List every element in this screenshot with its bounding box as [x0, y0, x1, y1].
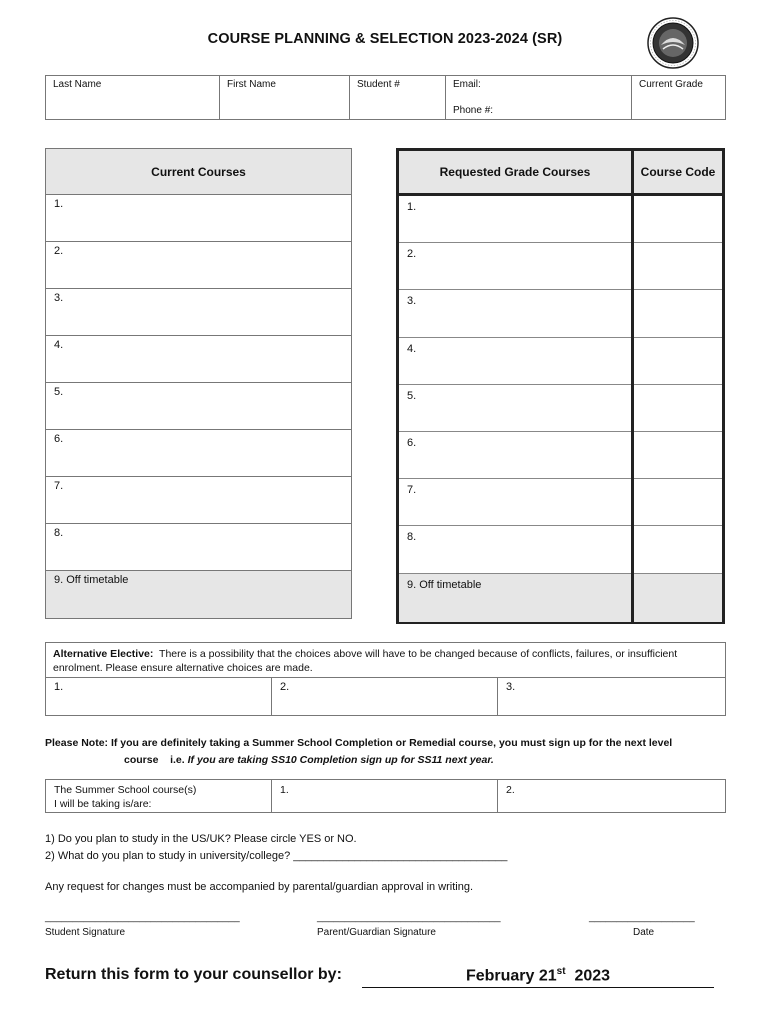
current-course-row[interactable]: 3. [46, 289, 351, 336]
student-signature-line[interactable]: ___________________________________ [45, 912, 240, 923]
current-course-row[interactable]: 7. [46, 477, 351, 524]
course-code-cell[interactable] [634, 196, 722, 243]
alternative-elective-label: Alternative Elective: [53, 648, 154, 660]
school-crest-icon [647, 17, 699, 69]
requested-course-row[interactable]: 2. [399, 243, 631, 290]
course-code-cell[interactable] [634, 432, 722, 479]
requested-course-row-off-timetable[interactable]: 9. Off timetable [399, 574, 631, 622]
course-code-cell[interactable] [634, 385, 722, 432]
course-code-cell-off-timetable[interactable] [634, 574, 722, 622]
requested-course-row[interactable]: 4. [399, 338, 631, 385]
page-title: COURSE PLANNING & SELECTION 2023-2024 (SR) [207, 31, 563, 47]
alternative-elective-text [46, 643, 725, 678]
current-course-row[interactable]: 6. [46, 430, 351, 477]
student-number-label: Student # [357, 79, 400, 90]
last-name-label: Last Name [53, 79, 102, 90]
summer-school-note-line2 [124, 754, 494, 766]
alternative-choice-cell[interactable]: 1. [46, 678, 272, 715]
email-label: Email: [453, 79, 481, 90]
alternative-choice-cell[interactable]: 3. [506, 681, 516, 693]
summer-school-choice-cell[interactable]: 1. [272, 780, 498, 812]
question-study-abroad[interactable]: 1) Do you plan to study in the US/UK? Please circle YES or NO. [45, 833, 357, 845]
question-study-program[interactable]: 2) What do you plan to study in university/college? ___________________________________ [45, 850, 508, 862]
return-date-main: February 21 [465, 967, 557, 985]
phone-label: Phone #: [453, 105, 494, 116]
note-line2-example: If you are taking SS10 Completion sign up for SS11 next year. [187, 754, 494, 766]
current-course-row[interactable]: 5. [46, 383, 351, 430]
alternative-choice-cell[interactable]: 2. [272, 678, 498, 715]
last-name-field[interactable] [46, 76, 220, 120]
alternative-choices-row [46, 678, 725, 715]
course-code-cell[interactable] [634, 479, 722, 526]
requested-course-row[interactable]: 6. [399, 432, 631, 479]
course-code-header: Course Code [634, 151, 722, 196]
current-course-row[interactable]: 2. [46, 242, 351, 289]
first-name-label: First Name [227, 79, 276, 90]
note-line2-prefix: course i.e. [124, 754, 188, 766]
current-courses-table [45, 148, 352, 619]
course-code-cell[interactable] [634, 338, 722, 385]
first-name-field[interactable] [220, 76, 350, 120]
return-instruction: Return this form to your counsellor by: [45, 966, 342, 983]
summer-school-label [46, 780, 272, 812]
requested-course-row[interactable]: 7. [399, 479, 631, 526]
return-date-suffix: st [556, 966, 566, 977]
current-grade-field[interactable] [632, 76, 726, 120]
summer-school-table [45, 779, 726, 813]
course-code-cell[interactable] [634, 290, 722, 337]
summer-school-note-line1: Please Note: If you are definitely taking a Summer School Completion or Remedial course, you must sign up for the next level [45, 737, 673, 749]
requested-course-row[interactable]: 1. [399, 196, 631, 243]
course-code-cell[interactable] [634, 526, 722, 573]
current-course-row[interactable]: 4. [46, 336, 351, 383]
summer-school-label-line2: I will be taking is/are: [54, 798, 152, 810]
requested-courses-column [399, 151, 634, 621]
student-number-field[interactable] [350, 76, 446, 120]
current-course-row-off-timetable[interactable]: 9. Off timetable [46, 571, 351, 618]
approval-notice: Any request for changes must be accompanied by parental/guardian approval in writing. [45, 881, 474, 893]
alternative-elective-box [45, 642, 726, 716]
course-code-cell[interactable] [634, 243, 722, 290]
email-phone-field[interactable] [446, 76, 632, 120]
current-course-row[interactable]: 1. [46, 195, 351, 242]
requested-courses-header: Requested Grade Courses [399, 151, 631, 196]
date-signature-line[interactable]: ___________________ [589, 912, 695, 923]
requested-course-row[interactable]: 8. [399, 526, 631, 573]
date-signature-label: Date [633, 927, 655, 938]
current-courses-header: Current Courses [46, 149, 351, 195]
student-info-table [45, 75, 726, 120]
parent-signature-label: Parent/Guardian Signature [317, 927, 436, 938]
requested-course-row[interactable]: 3. [399, 290, 631, 337]
summer-school-choice-cell[interactable]: 2. [506, 784, 515, 796]
return-deadline [362, 966, 714, 988]
current-grade-label: Current Grade [639, 79, 703, 90]
parent-signature-line[interactable]: _________________________________ [317, 912, 501, 923]
alternative-elective-description: There is a possibility that the choices above will have to be changed because of conflicts, failures, or insufficient enrolment. Please ensure alternative choices are made. [53, 648, 678, 674]
requested-courses-table [396, 148, 725, 624]
student-signature-label: Student Signature [45, 927, 126, 938]
summer-school-label-line1: The Summer School course(s) [54, 784, 197, 796]
course-code-column [634, 151, 722, 621]
current-course-row[interactable]: 8. [46, 524, 351, 571]
return-date-year: 2023 [565, 967, 611, 985]
requested-course-row[interactable]: 5. [399, 385, 631, 432]
